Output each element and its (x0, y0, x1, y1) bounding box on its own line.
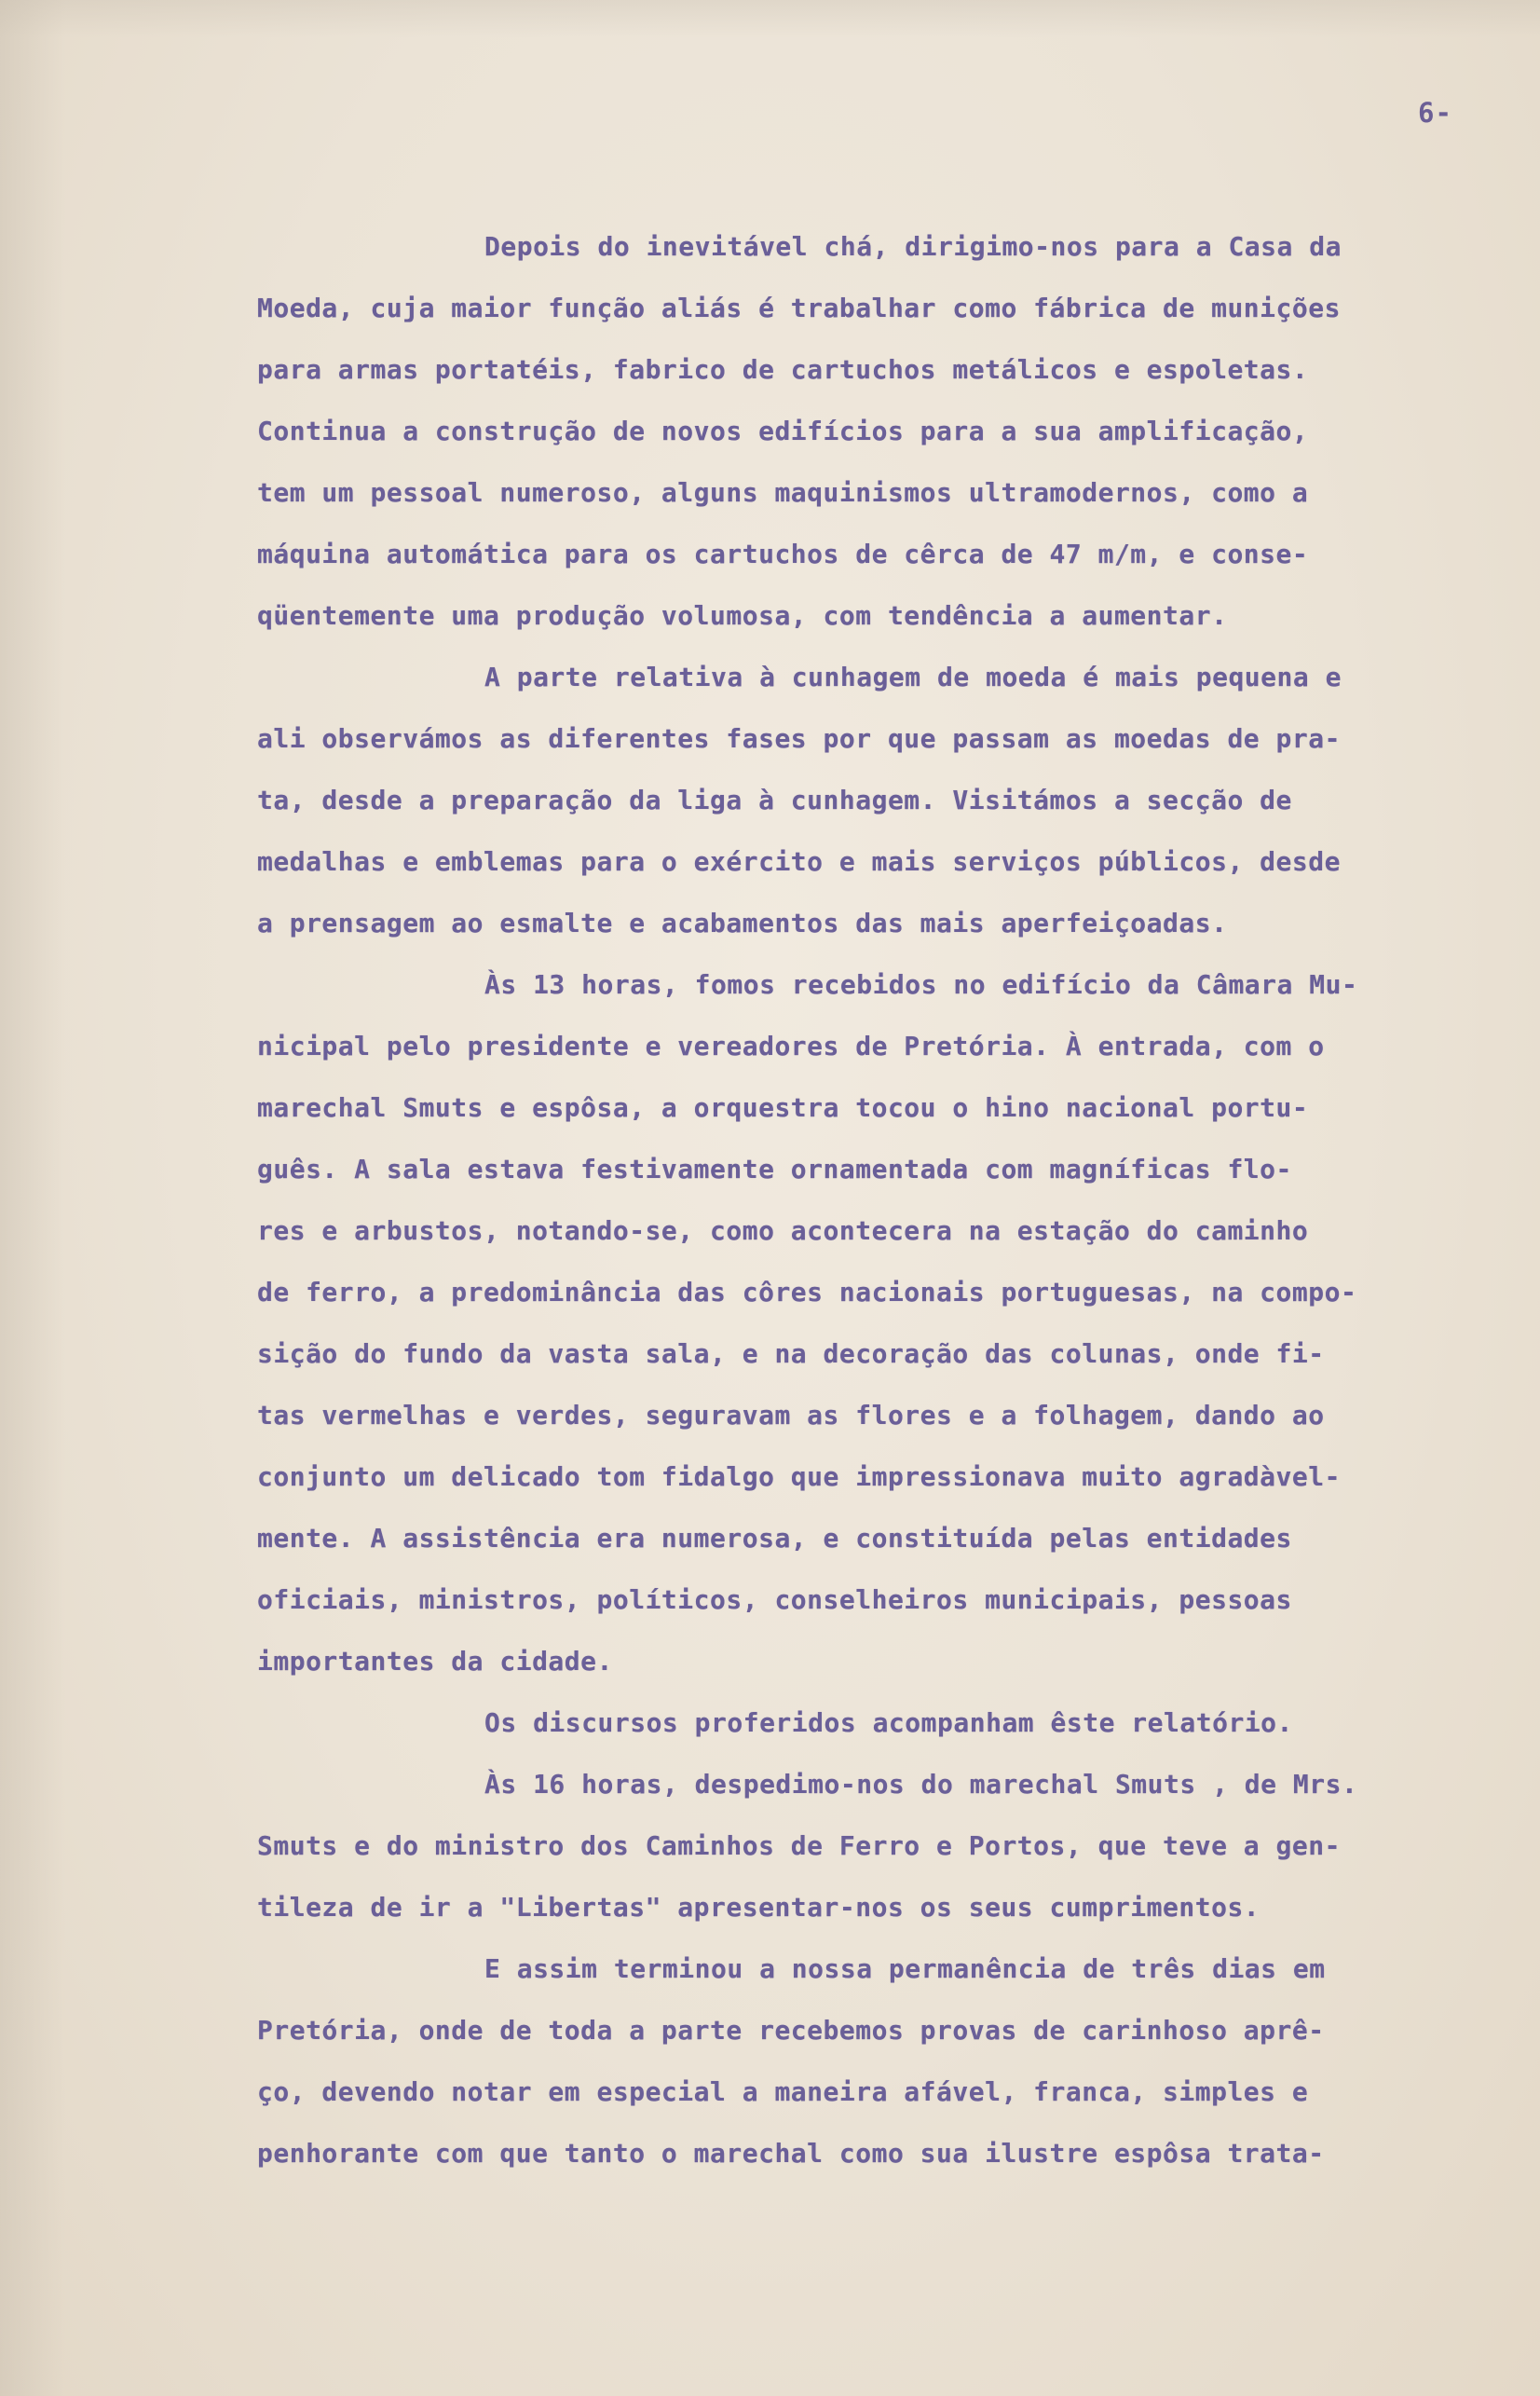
text-line: a prensagem ao esmalte e acabamentos das mais aperfeiçoadas. (257, 908, 1228, 938)
text-line: penhorante com que tanto o marechal como sua ilustre espôsa trata- (257, 2138, 1325, 2169)
text-line: oficiais, ministros, políticos, conselheiros municipais, pessoas (257, 1584, 1292, 1615)
paper-edge-top (0, 0, 1540, 37)
text-line: máquina automática para os cartuchos de cêrca de 47 m/m, e conse- (257, 539, 1309, 569)
text-line: sição do fundo da vasta sala, e na decoração das colunas, onde fi- (257, 1338, 1325, 1369)
text-line: Pretória, onde de toda a parte recebemos provas de carinhoso aprê- (257, 2015, 1325, 2046)
text-line: tem um pessoal numeroso, alguns maquinismos ultramodernos, como a (257, 477, 1309, 508)
text-line: para armas portatéis, fabrico de cartuchos metálicos e espoletas. (257, 354, 1309, 385)
text-line: Os discursos proferidos acompanham êste relatório. (484, 1707, 1293, 1738)
text-line: ço, devendo notar em especial a maneira afável, franca, simples e (257, 2076, 1309, 2107)
text-line: nicipal pelo presidente e vereadores de Pretória. À entrada, com o (257, 1031, 1325, 1061)
text-line: E assim terminou a nossa permanência de três dias em (484, 1953, 1326, 1984)
text-line: Continua a construção de novos edifícios para a sua amplificação, (257, 416, 1309, 446)
text-line: guês. A sala estava festivamente ornamentada com magníficas flo- (257, 1154, 1292, 1184)
text-line: tas vermelhas e verdes, seguravam as flores e a folhagem, dando ao (257, 1400, 1325, 1431)
text-line: mente. A assistência era numerosa, e constituída pelas entidades (257, 1523, 1292, 1554)
text-line: marechal Smuts e espôsa, a orquestra tocou o hino nacional portu- (257, 1092, 1309, 1123)
text-line: tileza de ir a "Libertas" apresentar-nos os seus cumprimentos. (257, 1892, 1261, 1923)
text-line: Às 13 horas, fomos recebidos no edifício da Câmara Mu- (484, 969, 1358, 1000)
typed-text-body (257, 216, 1506, 2184)
text-line: conjunto um delicado tom fidalgo que impressionava muito agradàvel- (257, 1461, 1341, 1492)
text-line: Smuts e do ministro dos Caminhos de Ferro e Portos, que teve a gen- (257, 1830, 1341, 1861)
text-line: A parte relativa à cunhagem de moeda é mais pequena e (484, 662, 1342, 692)
text-line: Moeda, cuja maior função aliás é trabalhar como fábrica de munições (257, 293, 1341, 323)
text-line: ta, desde a preparação da liga à cunhagem. Visitámos a secção de (257, 785, 1292, 815)
text-line: res e arbustos, notando-se, como acontecera na estação do caminho (257, 1215, 1309, 1246)
page-number: 6- (1418, 97, 1452, 129)
text-line: qüentemente uma produção volumosa, com tendência a aumentar. (257, 600, 1228, 631)
text-line: medalhas e emblemas para o exército e mais serviços públicos, desde (257, 846, 1341, 877)
text-line: importantes da cidade. (257, 1646, 613, 1677)
text-line: ali observámos as diferentes fases por que passam as moedas de pra- (257, 723, 1341, 754)
paper-edge-left (0, 0, 65, 2396)
text-line: Depois do inevitável chá, dirigimo-nos para a Casa da (484, 231, 1342, 262)
text-line: Às 16 horas, despedimo-nos do marechal Smuts , de Mrs. (484, 1769, 1358, 1800)
text-line: de ferro, a predominância das côres nacionais portuguesas, na compo- (257, 1277, 1357, 1308)
